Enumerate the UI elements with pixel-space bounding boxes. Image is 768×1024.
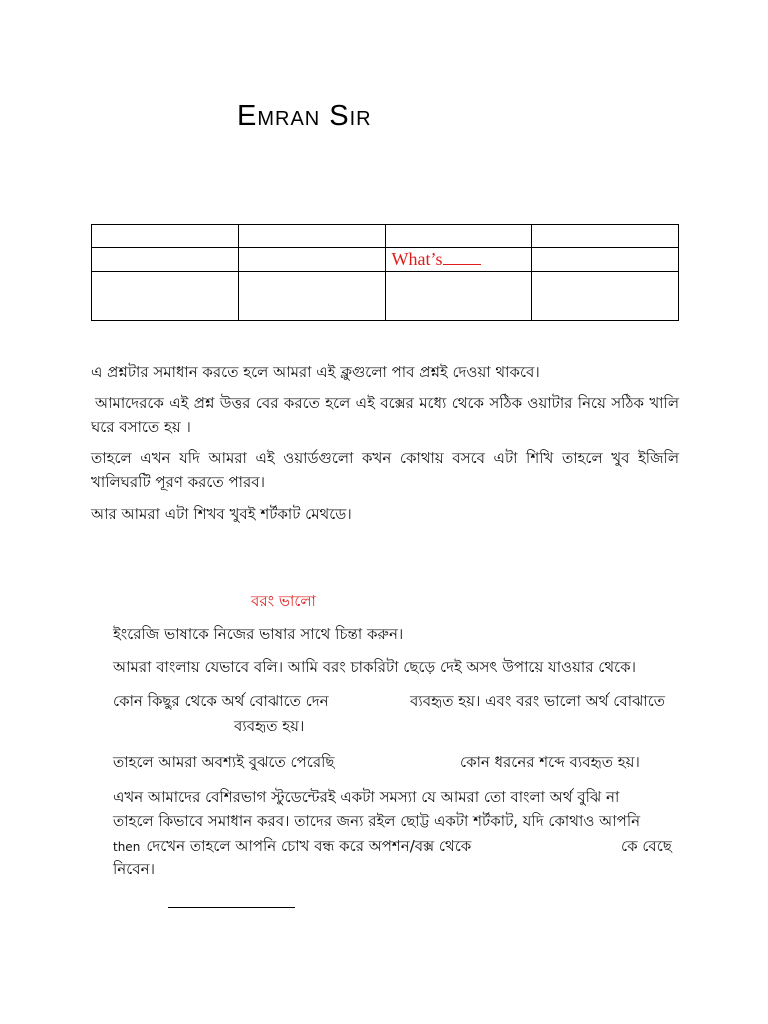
section-line-3c: ব্যবহৃত হয়।	[234, 717, 305, 735]
section-line-7b: কে বেছে	[621, 837, 672, 855]
section-line-8: নিবেন।	[113, 860, 155, 878]
table-cell	[238, 248, 385, 272]
table-row	[92, 272, 679, 321]
section-line-5: এখন আমাদের বেশিরভাগ স্টুডেন্টেরই একটা সমস্যা যে আমরা তো বাংলা অর্থ বুঝি না	[113, 788, 620, 806]
table-cell	[532, 248, 679, 272]
table-cell-whats	[385, 248, 532, 272]
table-cell	[238, 225, 385, 248]
paragraph-3: তাহলে এখন যদি আমরা এই ওয়ার্ডগুলো কখন কোথায় বসবে এটা শিখি তাহলে খুব ইজিলি খালিঘরটি পূরণ করতে পারব।	[91, 449, 679, 491]
section-line-1: ইংরেজি ভাষাকে নিজের ভাষার সাথে চিন্তা করুন।	[113, 625, 404, 643]
table-cell	[385, 272, 532, 321]
section-line-6: তাহলে কিভাবে সমাধান করব। তাদের জন্য রইল ছোট্ট একটা শর্টকাট, যদি কোথাও আপনি	[113, 812, 641, 830]
paragraph-2: আমাদেরকে এই প্রশ্ন উত্তর বের করতে হলে এই বক্সের মধ্যে থেকে সঠিক ওয়াটার নিয়ে সঠিক খালি ঘরে বসাতে হয় ।	[91, 394, 679, 436]
fill-in-table	[91, 224, 679, 321]
section-line-3a: কোন কিছুর থেকে অর্থ বোঝাতে দেন	[113, 692, 329, 710]
section-line-7a: দেখেন তাহলে আপনি চোখ বন্ধ করে অপশন/বক্স থেকে	[146, 837, 472, 855]
whats-word: What’s	[391, 249, 443, 269]
section-line-4a: তাহলে আমরা অবশ্যই বুঝতে পেরেছি	[113, 753, 335, 771]
table-cell	[532, 272, 679, 321]
table-cell	[92, 272, 239, 321]
page-title: Emran Sir	[237, 100, 372, 132]
paragraph-1: এ প্রশ্নটার সমাধান করতে হলে আমরা এই ক্লুগুলো পাব প্রশ্নই দেওয়া থাকবে।	[91, 363, 540, 381]
section-heading: বরং ভালো	[251, 592, 316, 610]
table-cell	[532, 225, 679, 248]
then-word: then	[113, 840, 141, 854]
table-row	[92, 248, 679, 272]
table-cell	[385, 225, 532, 248]
table-cell	[92, 248, 239, 272]
section-line-7	[113, 834, 471, 859]
paragraph-4: আর আমরা এটা শিখব খুবই শর্টকাট মেথডে।	[91, 505, 352, 523]
table-cell	[92, 225, 239, 248]
section-line-4b: কোন ধরনের শব্দে ব্যবহৃত হয়।	[460, 753, 640, 771]
section-line-2: আমরা বাংলায় যেভাবে বলি। আমি বরং চাকরিটা ছেড়ে দেই অসৎ উপায়ে যাওয়ার থেকে।	[113, 658, 636, 676]
section-line-3b: ব্যবহৃত হয়। এবং বরং ভালো অর্থ বোঝাতে	[410, 692, 666, 710]
table-row	[92, 225, 679, 248]
blank-line	[443, 250, 481, 265]
table-cell	[238, 272, 385, 321]
blank-underline	[168, 907, 295, 908]
